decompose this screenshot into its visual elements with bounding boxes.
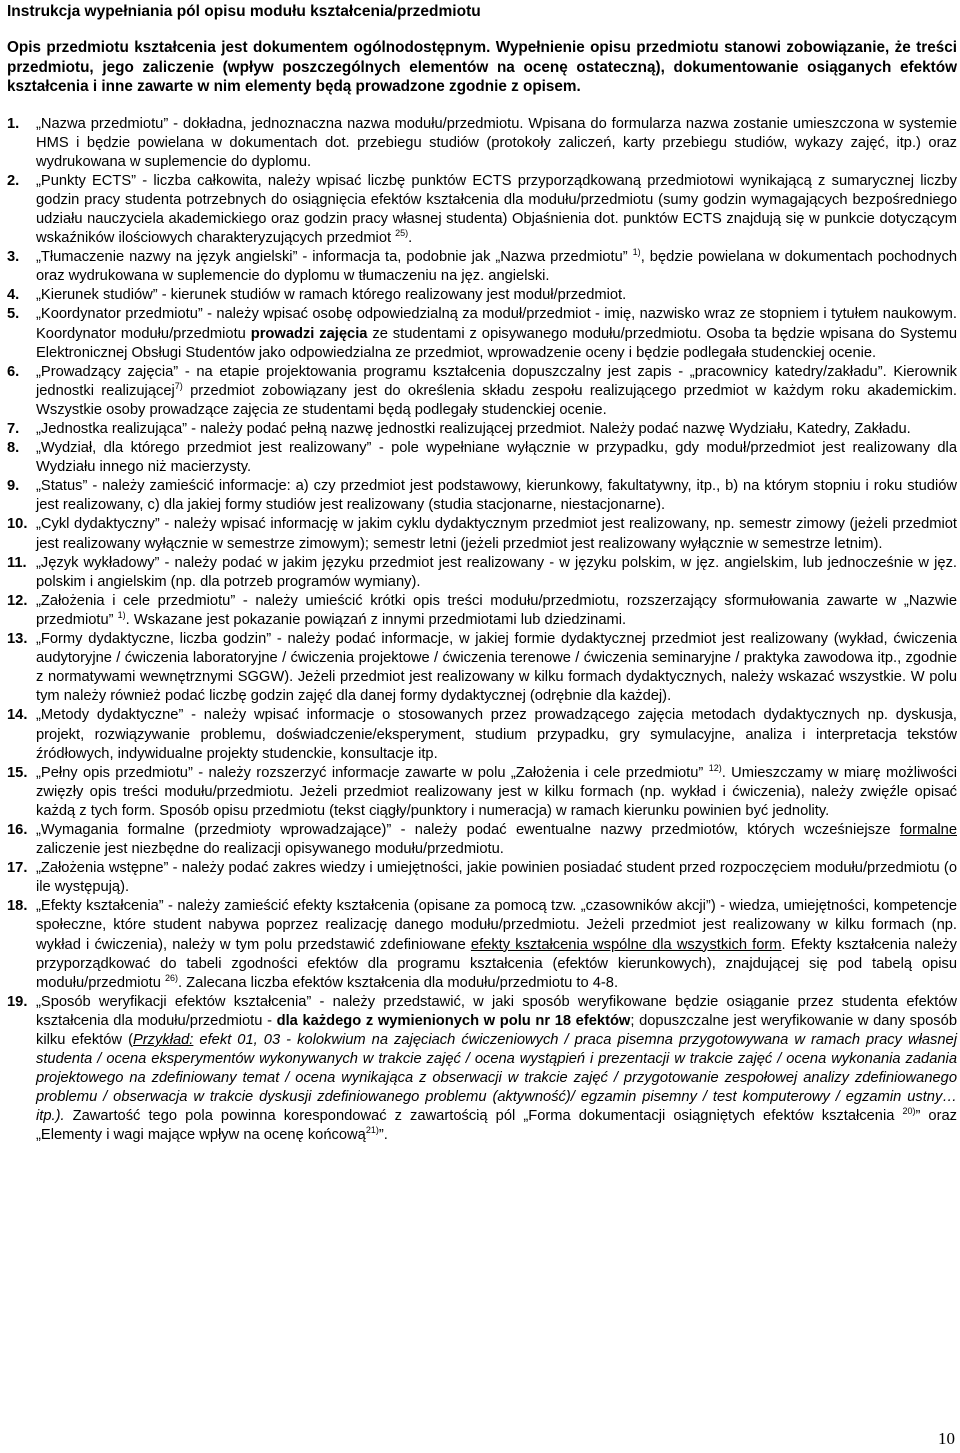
item-number: 7. <box>7 421 20 437</box>
item-number: 16. <box>7 821 28 838</box>
item-number: 3. <box>7 249 20 266</box>
item-number: 12. <box>7 592 28 609</box>
list-item <box>7 515 957 553</box>
item-text: „Pełny opis przedmiotu” - należy rozszerzyć informacje zawarte w polu „Założenia i cele przedmiotu” $^{12)}$. Umieszczamy w miarę możliwości zwięzły opis treści modułu/przedmiotu. Jeżeli przedmiot realizowany jest w kilku formach (np. wykład i ćwiczenia), należy zwięźle opisać każdą z tych form. Sposób opisu przedmiotu (tekst ciągły/punktory i numeracja) w ramach kierunku powinien być jednolity. <box>36 762 957 819</box>
page-number: 10 <box>938 1429 955 1448</box>
item-text: „Założenia i cele przedmiotu” - należy umieścić krótki opis treści modułu/przedmiotu, rozszerzający sformułowania zawarte w „Nazwie przedmiotu” $^{1)}$. Wskazane jest pokazanie powiązań z innymi przedmiotami lub dziedzinami. <box>36 592 957 628</box>
item-number: 6. <box>7 363 20 380</box>
item-text: „Jednostka realizująca” - należy podać pełną nazwę jednostki realizującej przedmiot. Należy podać nazwę Wydziału, Katedry, Zakładu. <box>36 421 911 437</box>
list-item <box>7 630 957 706</box>
item-text: „Sposób weryfikacji efektów kształcenia” - należy przedstawić, w jaki sposób weryfikowane będzie osiąganie przez studenta efektów kształcenia dla modułu/przedmiotu - dla każdego z wymienionych w polu nr 18 efektów; dopuszczalne jest weryfikowanie w dany sposób kilku efektów (Przykład: efekt 01, 03 - kolokwium na zajęciach ćwiczeniowych / praca pisemna przygotowywana w ramach pracy własnej studenta / ocena eksperymentów wykonywanych w trakcie zajęć / ocena wystąpień i prezentacji w trakcie zajęć / ocena wykonania zadania projektowego na zdefiniowany temat / ocena wynikająca z obserwacji w trakcie zajęć / przygotowanie zespołowej analizy zdefiniowanego problemu / obserwacja w trakcie dyskusji zdefiniowanego problemu (aktywność)/ egzamin pisemny / test komputerowy / egzamin ustny… itp.). Zawartość tego pola powinna korespondować z zawartością pól „Forma dokumentacji osiągniętych efektów kształcenia $^{20)}$” oraz „Elementy i wagi mające wpływ na ocenę końcową$^{21)}$”. <box>36 993 957 1144</box>
intro-lead: Opis przedmiotu kształcenia jest dokumentem ogólnodostępnym. <box>7 39 491 56</box>
item-number: 4. <box>7 287 20 304</box>
list-item <box>7 248 957 286</box>
item-text: „Kierunek studiów” - kierunek studiów w ramach którego realizowany jest moduł/przedmiot. <box>36 287 627 304</box>
item-number: 13. <box>7 631 28 648</box>
item-number: 10. <box>7 516 28 533</box>
list-item <box>7 592 957 630</box>
list-item <box>7 821 957 859</box>
item-number: 9. <box>7 478 20 495</box>
item-number: 11. <box>7 554 27 571</box>
list-item <box>7 115 957 172</box>
item-text: „Metody dydaktyczne” - należy wpisać informacje o stosowanych przez prowadzącego zajęcia metodach dydaktycznych np. dyskusja, projekt, rozwiązywanie problemu, doświadczenie/eksperyment, studium przypadku, gry symulacyjne, analiza i interpretacja tekstów źródłowych, indywidualne projekty studenckie, konsultacje itp. <box>36 707 957 762</box>
item-number: 1. <box>7 115 20 132</box>
item-text: „Status” - należy zamieścić informacje: a) czy przedmiot jest podstawowy, kierunkowy, fakultatywny, itp., b) na którym stopniu i roku studiów jest realizowany, c) dla jakiej formy studiów jest realizowany (studia stacjonarne, niestacjonarne). <box>36 478 957 514</box>
item-text: „Tłumaczenie nazwy na język angielski” - informacja ta, podobnie jak „Nazwa przedmiotu” $^{1)}$, będzie powielana w dokumentach pochodnych oraz wydrukowana w suplemencie do dyplomu w tłumaczeniu na jęz. angielski. <box>36 247 957 285</box>
list-item <box>7 439 957 477</box>
item-text: „Prowadzący zajęcia” - na etapie projektowania programu kształcenia dopuszczalny jest zapis - „pracownicy katedry/zakładu”. Kierownik jednostki realizującej$^{7)}$ przedmiot zobowiązany jest do określenia składu zespołu realizującego przedmiot w każdym roku akademickim. Wszystkie osoby prowadzące zajęcia ze studentami będą podlegały studenckiej ocenie. <box>36 363 957 418</box>
list-item <box>7 363 957 420</box>
list-item <box>7 172 957 248</box>
list-item <box>7 286 957 305</box>
document-page <box>7 2 957 1146</box>
item-text: „Koordynator przedmiotu” - należy wpisać osobę odpowiedzialną za moduł/przedmiot - imię, nazwisko wraz ze stopniem i tytułem naukowym. Koordynator modułu/przedmiotu prowadzi zajęcia ze studentami z opisywanego modułu/przedmiotu. Osoba ta będzie wpisana do Systemu Elektronicznej Obsługi Studentów jako odpowiedzialna ze przedmiot, wprowadzenie oceny i będzie podlegała studenckiej ocenie. <box>36 306 957 361</box>
intro-rest: Wypełnienie opisu przedmiotu stanowi zobowiązanie, że treści przedmiotu, jego zaliczenie (wpływ poszczególnych elementów na ocenę ostateczną), dokumentowanie osiąganych efektów kształcenia i inne zawarte w nim elementy będą prowadzone zgodnie z opisem. <box>7 39 957 95</box>
intro-paragraph <box>7 38 957 97</box>
list-item <box>7 859 957 897</box>
list-item <box>7 993 957 1146</box>
item-text: „Wydział, dla którego przedmiot jest realizowany” - pole wypełniane wyłącznie w przypadku, gdy moduł/przedmiot jest realizowany dla Wydziału innego niż macierzysty. <box>36 440 957 476</box>
item-number: 15. <box>7 764 28 781</box>
list-item <box>7 554 957 592</box>
item-number: 17. <box>7 860 28 877</box>
item-number: 5. <box>7 306 20 323</box>
item-number: 8. <box>7 440 20 457</box>
item-number: 19. <box>7 993 28 1010</box>
list-item <box>7 477 957 515</box>
item-text: „Nazwa przedmiotu” - dokładna, jednoznaczna nazwa modułu/przedmiotu. Wpisana do formularza nazwa zostanie umieszczona w systemie HMS i będzie powielana w dokumentach dot. przebiegu studiów (protokoły zaliczeń, karty przebiegu studiów, wykazy zajęć, itp.) oraz wydrukowana w suplemencie do dyplomu. <box>36 115 957 170</box>
item-number: 18. <box>7 898 28 915</box>
list-item <box>7 764 957 821</box>
document-title: Instrukcja wypełniania pól opisu modułu kształcenia/przedmiotu <box>7 3 481 20</box>
item-text: „Formy dydaktyczne, liczba godzin” - należy podać informacje, w jakiej formie dydaktycznej przedmiot jest realizowany (wykład, ćwiczenia audytoryjne / ćwiczenia laboratoryjne / ćwiczenia projektowe / ćwiczenia terenowe / ćwiczenia seminaryjne / praktyka zawodowa itp., zgodnie z normatywami wewnętrznymi SGGW). Jeżeli przedmiot jest realizowany w kilku formach dydaktycznych, należy wskazać wszystkie. W polu tym należy również podać liczbę godzin zajęć dla danej formy dydaktycznej (odrębnie dla każdej). <box>36 631 957 705</box>
instruction-list <box>7 115 957 1146</box>
item-text: „Założenia wstępne” - należy podać zakres wiedzy i umiejętności, jakie powinien posiadać student przed rozpoczęciem modułu/przedmiotu (o ile występują). <box>36 860 957 896</box>
item-text: „Wymagania formalne (przedmioty wprowadzające)” - należy podać ewentualne nazwy przedmiotów, których wcześniejsze formalne zaliczenie jest niezbędne do realizacji opisywanego modułu/przedmiotu. <box>36 821 957 858</box>
item-text: „Efekty kształcenia” - należy zamieścić efekty kształcenia (opisane za pomocą tzw. „czasowników akcji”) - wiedza, umiejętności, kompetencje społeczne, które student nabywa poprzez realizację danego modułu/przedmiotu. Jeżeli przedmiot jest realizowany w kilku formach (np. wykład i ćwiczenia), należy w tym polu przedstawić zdefiniowane efekty kształcenia wspólne dla wszystkich form. Efekty kształcenia należy przyporządkować do tabeli zgodności efektów dla programu kształcenia (efektów kierunkowych), znajdującej się pod tabelą opisu modułu/przedmiotu $^{26)}$. Zalecana liczba efektów kształcenia dla modułu/przedmiotu to 4-8. <box>36 898 957 991</box>
list-item <box>7 897 957 992</box>
item-text: „Cykl dydaktyczny” - należy wpisać informację w jakim cyklu dydaktycznym przedmiot jest realizowany, np. semestr zimowy (jeżeli przedmiot jest realizowany wyłącznie w semestrze zimowym); semestr letni (jeżeli przedmiot jest realizowany wyłącznie w semestrze letnim). <box>36 516 957 552</box>
item-number: 2. <box>7 172 20 189</box>
list-item <box>7 420 957 439</box>
item-text: „Punkty ECTS” - liczba całkowita, należy wpisać liczbę punktów ECTS przyporządkowaną przedmiotowi wynikającą z sumarycznej liczby godzin pracy studenta potrzebnych do osiągnięcia efektów kształcenia dla modułu/przedmiotu (sumy godzin wymagających bezpośredniego udziału nauczyciela akademickiego oraz godzin pracy własnej studenta) Objaśnienia dot. punktów ECTS znajdują się w punkcie dotyczącym wskaźników ilościowych charakteryzujących przedmiot $^{25)}$. <box>36 172 957 247</box>
item-number: 14. <box>7 707 28 724</box>
item-text: „Język wykładowy” - należy podać w jakim języku przedmiot jest realizowany - w języku polskim, w jęz. angielskim, lub jednocześnie w jęz. polskim i angielskim (np. dla potrzeb programów wymiany). <box>36 554 957 590</box>
list-item <box>7 305 957 362</box>
list-item <box>7 706 957 763</box>
